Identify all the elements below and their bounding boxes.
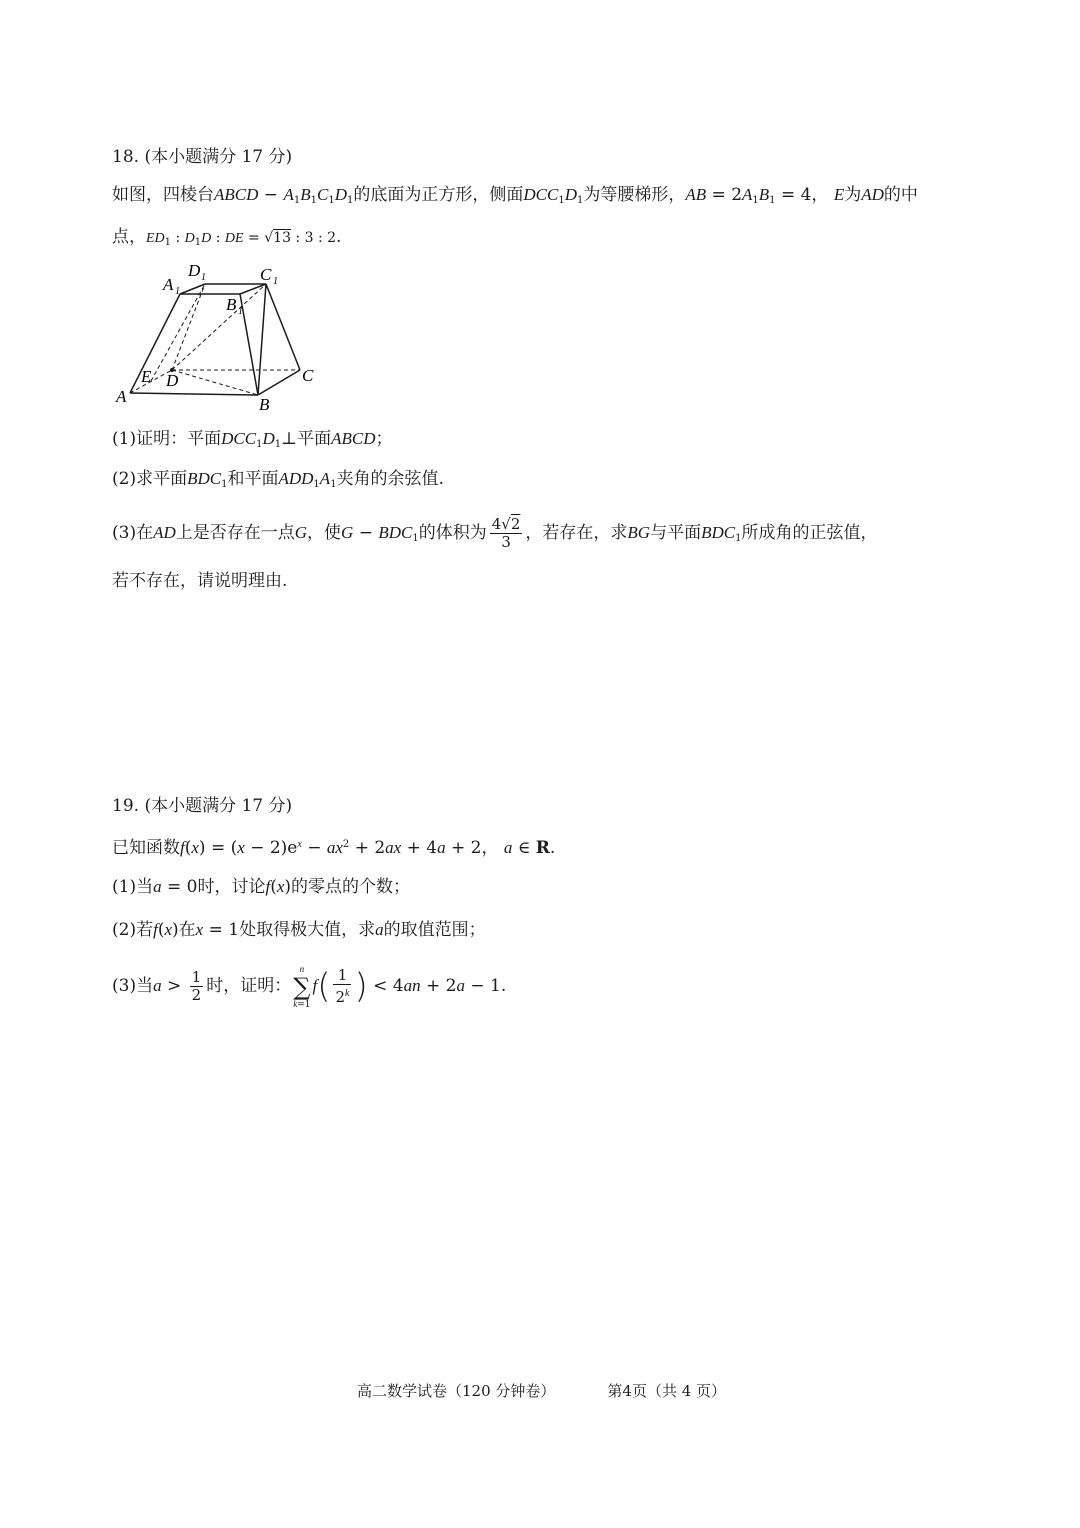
summation-symbol: n ∑ k=1 xyxy=(293,963,311,1010)
label-A: A xyxy=(116,387,127,406)
q18-stem-line2: 点，$ED_1$ : $D_1D$ : DE = √13 : 3 : 2. xyxy=(112,227,342,248)
label-E: E xyxy=(141,367,152,386)
label-C1: C xyxy=(260,265,272,284)
q19-part3: (3)当a > $\frac{1}{2}$ 时，证明： n ∑ k=1 f( $\frac{1}{2^k}$ ) < 4an + 2a − 1. xyxy=(112,963,507,1010)
q18-header: 18. (本小题满分 17 分) xyxy=(112,147,293,167)
q18-part1: (1)证明：平面$DCC_1D_1\perp$平面ABCD； xyxy=(112,429,393,450)
label-D1: D xyxy=(188,261,201,280)
page-number: 第4页（共 4 页） xyxy=(607,1382,727,1400)
volume-fraction: $\frac{4√2}{3}$ xyxy=(491,515,521,551)
q19-part1: (1)当a = 0时，讨论f(x)的零点的个数； xyxy=(112,877,411,897)
label-D1-sub: 1 xyxy=(201,272,206,283)
label-B: B xyxy=(259,395,270,414)
label-B1-sub: 1 xyxy=(238,306,243,317)
label-C1-sub: 1 xyxy=(273,276,278,287)
half-fraction: $\frac{1}{2}$ xyxy=(191,968,202,1004)
q19-part2: (2)若f(x)在x = 1处取得极大值，求a的取值范围； xyxy=(112,920,486,940)
q19-stem: 已知函数$f(x) = (x - 2)e^x - ax^2 + 2ax + 4a + 2$， a ∈ R. xyxy=(112,838,556,858)
label-A1: A xyxy=(163,275,174,294)
label-C: C xyxy=(302,366,314,385)
q19-header: 19. (本小题满分 17 分) xyxy=(112,796,293,816)
frustum-figure xyxy=(112,256,352,416)
q18-part2: (2)求平面$BDC_1$和平面$ADD_1A_1$夹角的余弦值. xyxy=(112,469,444,490)
label-A1-sub: 1 xyxy=(175,286,180,297)
exam-title: 高二数学试卷（120 分钟卷） xyxy=(357,1382,556,1400)
q18-part3-line2: 若不存在，请说明理由. xyxy=(112,571,288,591)
q18-stem-line1: 如图，四棱台ABCD − $A_1B_1C_1D_1$的底面为正方形，侧面$DCC_1D_1$为等腰梯形，AB = $2A_1B_1 = 4$， E为AD的中 xyxy=(112,185,918,206)
q18-part3: (3)在AD上是否存在一点G，使$G - BDC_1$的体积为 $\frac{4√2}{3}$ ，若存在，求BG与平面$BDC_1$所成角的正弦值， xyxy=(112,515,878,551)
label-B1: B xyxy=(226,295,237,314)
label-D: D xyxy=(166,371,179,390)
page-footer xyxy=(357,1380,778,1401)
